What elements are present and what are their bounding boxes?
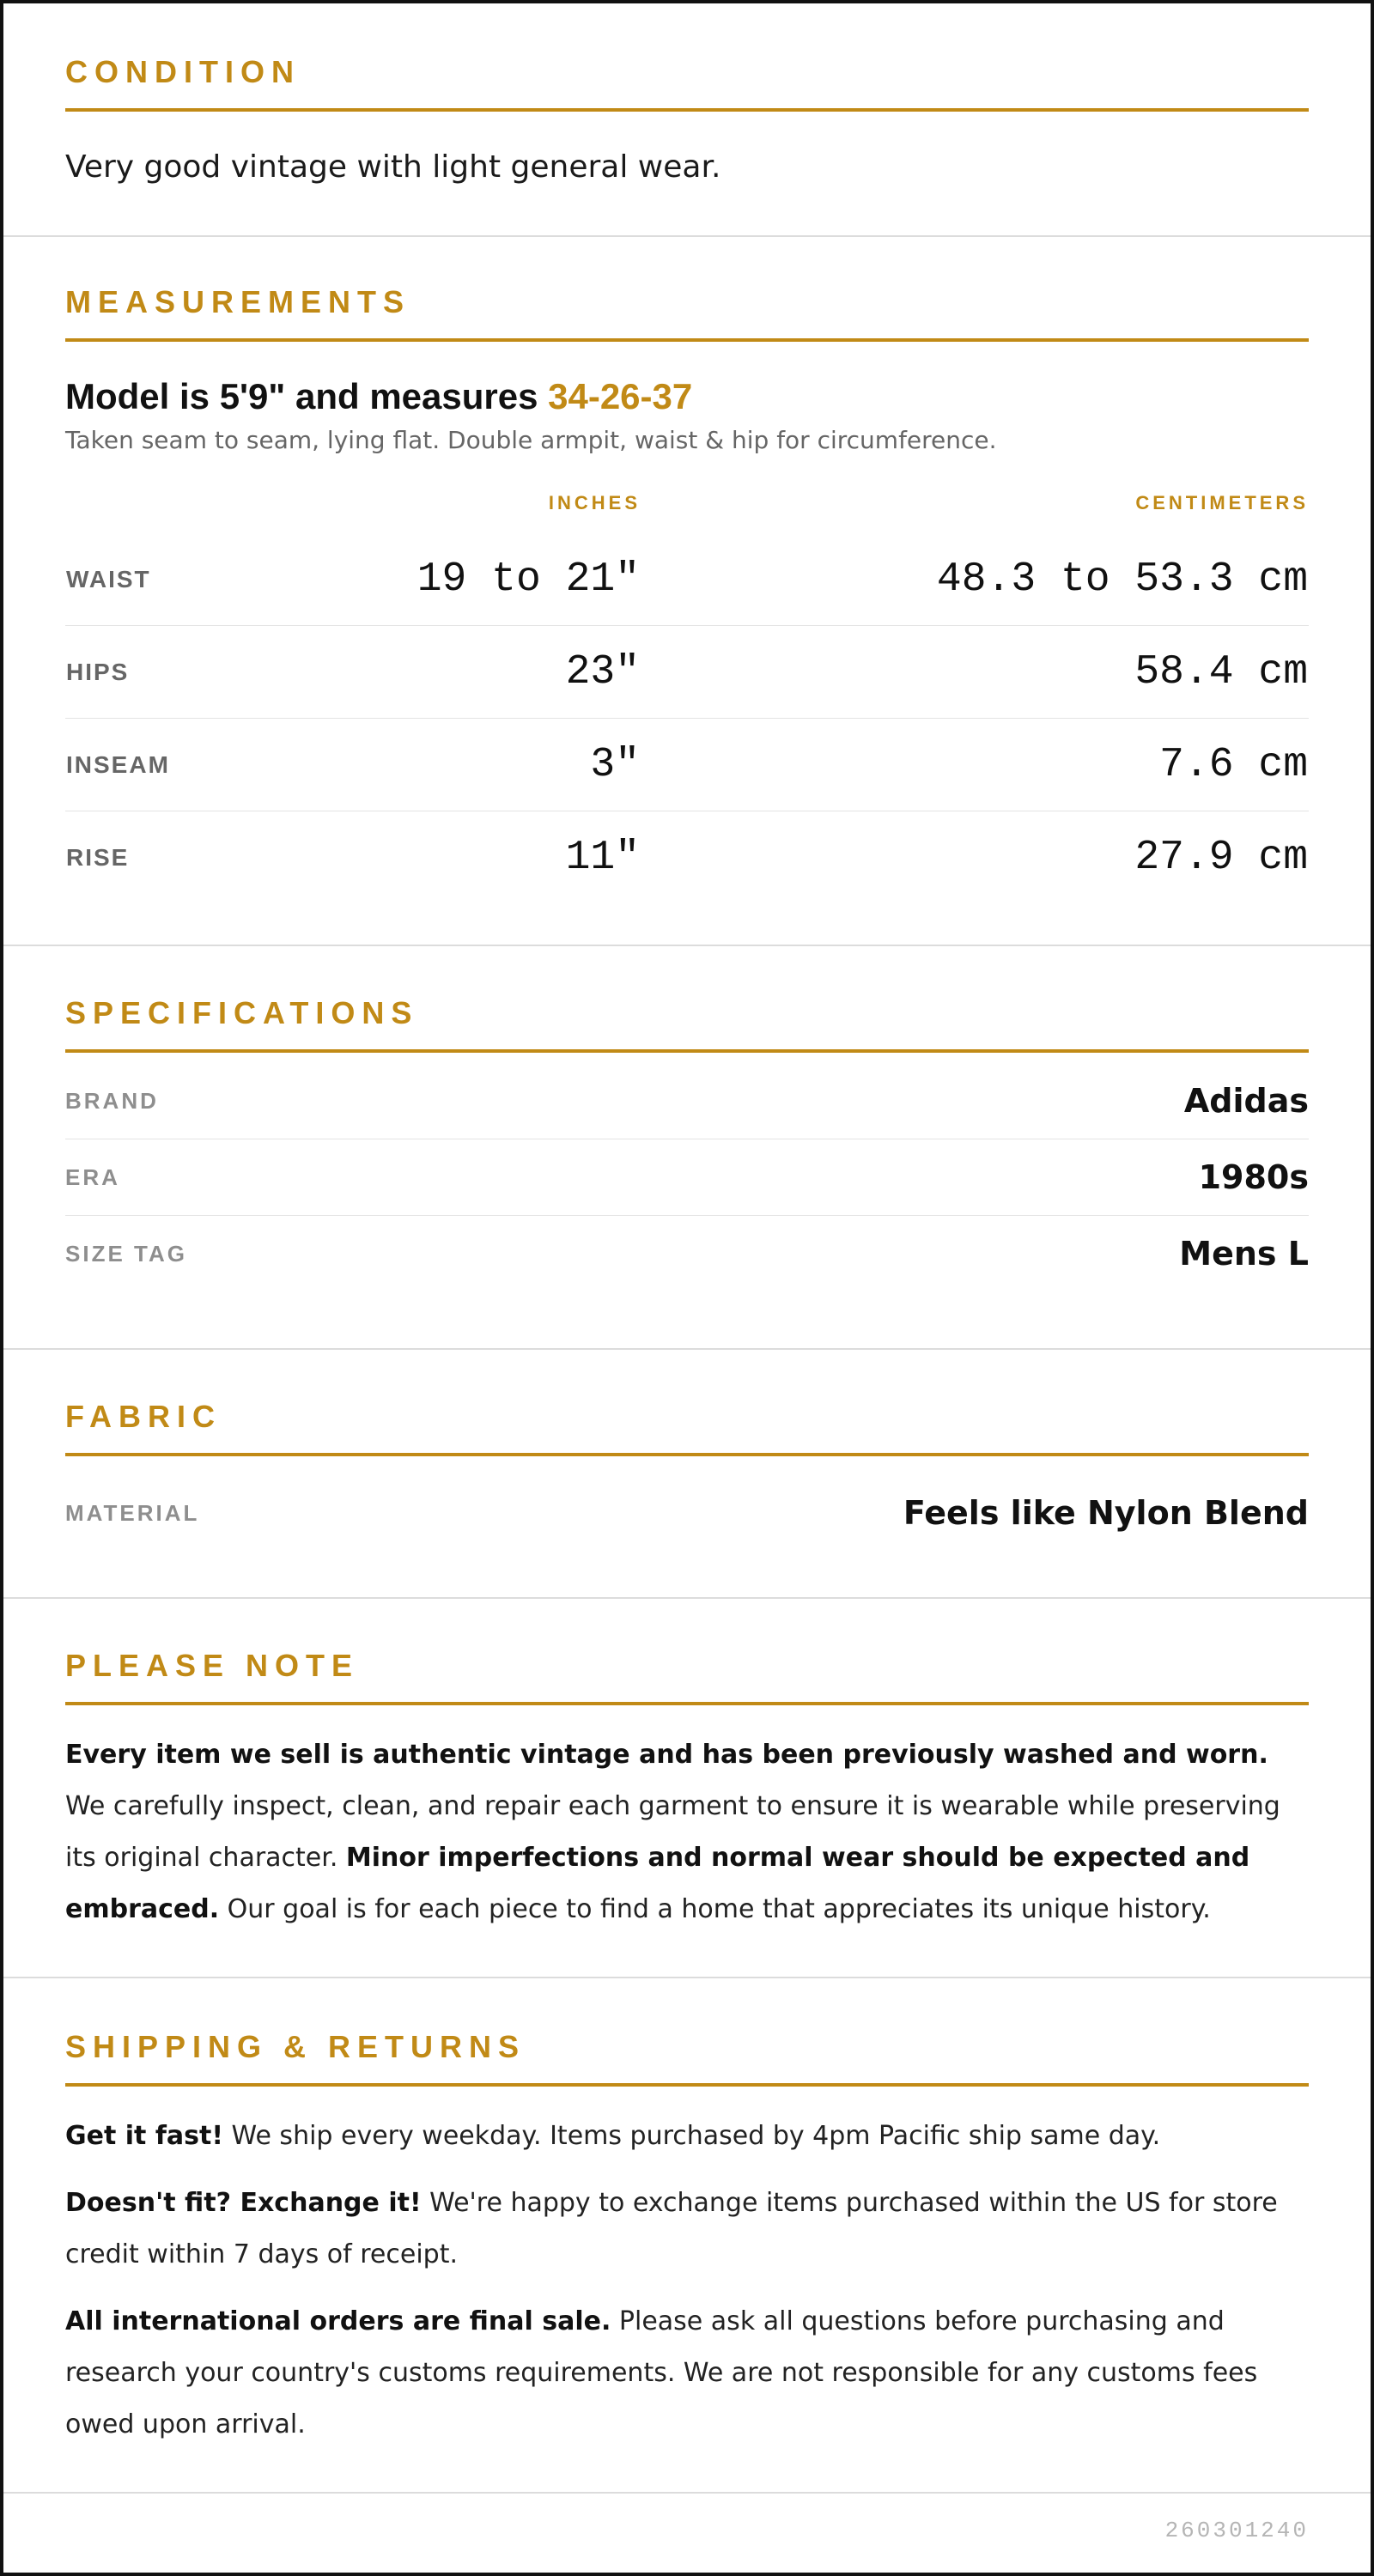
measurement-cm: 27.9 cm (1134, 834, 1308, 881)
model-measure-prefix: Model is 5'9" and measures (65, 376, 549, 416)
note-emphasis: Every item we sell is authentic vintage and has been previously washed and worn. (65, 1740, 1268, 1770)
spec-label: BRAND (65, 1087, 159, 1114)
international-text: Please ask all questions before purchasing and research your country's customs requirements. We are not responsible for any customs fees owed upon arrival. (65, 2306, 1258, 2439)
fabric-heading: FABRIC (65, 1401, 1309, 1456)
spec-label: ERA (65, 1163, 120, 1190)
label-column-header (65, 492, 237, 533)
fabric-row (65, 1475, 1309, 1551)
please-note-heading: PLEASE NOTE (65, 1650, 1309, 1705)
shipping-section (3, 2029, 1371, 2466)
measurement-label: RISE (66, 843, 130, 871)
condition-text: Very good vintage with light general wear. (65, 149, 721, 185)
note-text: We carefully inspect, clean, and repair each garment to ensure it is wearable while preserving its original character. (65, 1791, 1280, 1873)
measurement-inches: 3" (237, 719, 641, 811)
measurements-heading: MEASUREMENTS (65, 287, 1309, 342)
measurement-label: HIPS (65, 626, 237, 719)
exchange-emphasis: Doesn't fit? Exchange it! (65, 2188, 422, 2218)
model-measure-title (65, 376, 1309, 417)
exchange-paragraph (65, 2178, 1309, 2281)
shipping-paragraph (65, 2111, 1309, 2162)
measurements-section (3, 284, 1371, 903)
inches-column-header: INCHES (548, 492, 641, 513)
spec-value: Mens L (1179, 1235, 1309, 1273)
material-value: Feels like Nylon Blend (903, 1494, 1309, 1532)
measurement-cm: 7.6 cm (641, 719, 1309, 811)
divider (3, 235, 1371, 237)
product-code: 260301240 (1164, 2518, 1309, 2543)
please-note-text (65, 1729, 1309, 1935)
please-note-section (3, 1650, 1371, 1935)
spec-value: 1980s (1198, 1158, 1309, 1196)
measurement-inches: 11" (565, 834, 640, 881)
divider (3, 945, 1371, 946)
list-item (65, 1063, 1309, 1139)
measurement-label: INSEAM (65, 719, 237, 811)
international-paragraph (65, 2296, 1309, 2451)
table-row (65, 533, 1309, 626)
condition-heading: CONDITION (65, 57, 1309, 112)
specifications-heading: SPECIFICATIONS (65, 998, 1309, 1053)
measurement-label: WAIST (65, 533, 237, 626)
measurement-inches: 23" (237, 626, 641, 719)
shipping-text: We ship every weekday. Items purchased by 4pm Pacific ship same day. (223, 2121, 1161, 2151)
exchange-text: We're happy to exchange items purchased within the US for store credit within 7 days of receipt. (65, 2188, 1278, 2269)
specifications-list (65, 1063, 1309, 1291)
divider (3, 1597, 1371, 1599)
list-item (65, 1216, 1309, 1291)
measurements-table (65, 492, 1309, 903)
measurement-note: Taken seam to seam, lying flat. Double armpit, waist & hip for circumference. (65, 426, 997, 454)
condition-section (3, 54, 1371, 185)
measurements-header-row (65, 492, 1309, 533)
note-text: Our goal is for each piece to find a home that appreciates its unique history. (219, 1894, 1211, 1924)
material-label: MATERIAL (65, 1499, 200, 1526)
shipping-heading: SHIPPING & RETURNS (65, 2032, 1309, 2087)
model-measure-values: 34-26-37 (548, 376, 693, 416)
international-emphasis: All international orders are final sale. (65, 2306, 611, 2336)
measurement-cm: 48.3 to 53.3 cm (641, 533, 1309, 626)
divider (3, 1977, 1371, 1978)
measurement-inches: 19 to 21" (237, 533, 641, 626)
table-row (65, 811, 1309, 904)
centimeters-column-header: CENTIMETERS (1135, 492, 1309, 513)
specifications-section (3, 995, 1371, 1291)
table-row (65, 719, 1309, 811)
spec-value: Adidas (1183, 1082, 1309, 1120)
table-row (65, 626, 1309, 719)
measurement-cm: 58.4 cm (641, 626, 1309, 719)
spec-label: SIZE TAG (65, 1240, 187, 1267)
fabric-section (3, 1401, 1371, 1551)
shipping-emphasis: Get it fast! (65, 2121, 223, 2151)
list-item (65, 1139, 1309, 1216)
divider (3, 2492, 1371, 2494)
note-emphasis: Minor imperfections and normal wear should be expected and embraced. (65, 1843, 1250, 1924)
divider (3, 1348, 1371, 1350)
